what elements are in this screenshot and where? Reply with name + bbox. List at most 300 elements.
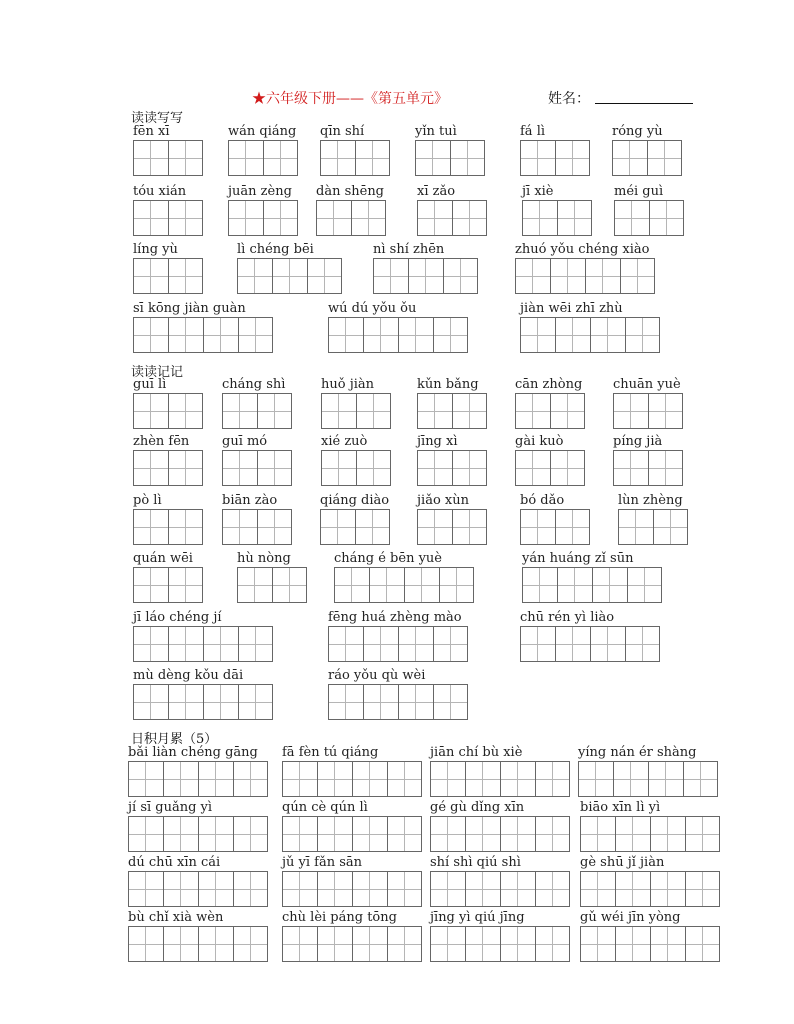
- writing-grid: [373, 258, 478, 294]
- character-box[interactable]: [648, 393, 683, 429]
- character-box[interactable]: [387, 871, 422, 907]
- character-box[interactable]: [500, 816, 535, 852]
- writing-grid: [328, 317, 468, 353]
- character-box[interactable]: [163, 871, 198, 907]
- pinyin-label: tóu xián: [133, 184, 187, 199]
- writing-grid: [515, 393, 585, 429]
- character-box[interactable]: [590, 626, 625, 662]
- pinyin-label: chuān yuè: [613, 377, 681, 392]
- character-box[interactable]: [649, 200, 684, 236]
- writing-grid: [580, 871, 720, 907]
- character-box[interactable]: [650, 816, 685, 852]
- character-box[interactable]: [233, 816, 268, 852]
- pinyin-label: róng yù: [612, 124, 663, 139]
- character-box[interactable]: [222, 450, 257, 486]
- writing-grid: [328, 626, 468, 662]
- character-box[interactable]: [272, 258, 307, 294]
- name-write-line: [595, 103, 693, 104]
- character-box[interactable]: [648, 450, 683, 486]
- character-box[interactable]: [282, 816, 317, 852]
- writing-grid: [128, 926, 268, 962]
- character-box[interactable]: [557, 200, 592, 236]
- pinyin-label: juān zèng: [228, 184, 292, 199]
- character-box[interactable]: [433, 317, 468, 353]
- writing-grid: [133, 450, 203, 486]
- writing-grid: [515, 450, 585, 486]
- character-box[interactable]: [238, 684, 273, 720]
- name-label: 姓名：: [548, 91, 590, 107]
- character-box[interactable]: [520, 509, 555, 545]
- writing-grid: [415, 140, 485, 176]
- pinyin-label: cháng shì: [222, 377, 286, 392]
- writing-grid: [133, 317, 273, 353]
- character-box[interactable]: [198, 926, 233, 962]
- character-box[interactable]: [133, 393, 168, 429]
- character-box[interactable]: [557, 567, 592, 603]
- character-box[interactable]: [648, 761, 683, 797]
- character-box[interactable]: [128, 926, 163, 962]
- writing-grid: [282, 871, 422, 907]
- character-box[interactable]: [653, 509, 688, 545]
- writing-grid: [430, 926, 570, 962]
- character-box[interactable]: [685, 816, 720, 852]
- writing-grid: [614, 200, 684, 236]
- character-box[interactable]: [450, 140, 485, 176]
- pinyin-label: mù dèng kǒu dāi: [133, 668, 244, 683]
- character-box[interactable]: [465, 816, 500, 852]
- character-box[interactable]: [555, 509, 590, 545]
- pinyin-label: qún cè qún lì: [282, 800, 368, 815]
- writing-grid: [520, 509, 590, 545]
- character-box[interactable]: [613, 393, 648, 429]
- section-heading-riji-yuelei: 日积月累（5）: [131, 732, 218, 747]
- character-box[interactable]: [647, 140, 682, 176]
- pinyin-label: biān zào: [222, 493, 278, 508]
- writing-grid: [133, 140, 203, 176]
- pinyin-label: bù chǐ xià wèn: [128, 910, 224, 925]
- character-box[interactable]: [465, 926, 500, 962]
- character-box[interactable]: [282, 761, 317, 797]
- writing-grid: [222, 450, 292, 486]
- writing-grid: [321, 450, 391, 486]
- character-box[interactable]: [168, 684, 203, 720]
- character-box[interactable]: [133, 684, 168, 720]
- character-box[interactable]: [328, 317, 363, 353]
- character-box[interactable]: [618, 509, 653, 545]
- character-box[interactable]: [535, 926, 570, 962]
- character-box[interactable]: [237, 567, 272, 603]
- character-box[interactable]: [555, 140, 590, 176]
- pinyin-label: chū rén yì liào: [520, 610, 615, 625]
- writing-grid: [133, 567, 203, 603]
- character-box[interactable]: [363, 626, 398, 662]
- character-box[interactable]: [613, 761, 648, 797]
- writing-grid: [430, 761, 570, 797]
- writing-grid: [520, 317, 660, 353]
- character-box[interactable]: [352, 871, 387, 907]
- character-box[interactable]: [163, 816, 198, 852]
- pinyin-label: hù nòng: [237, 551, 291, 566]
- writing-grid: [128, 871, 268, 907]
- character-box[interactable]: [620, 258, 655, 294]
- character-box[interactable]: [198, 871, 233, 907]
- character-box[interactable]: [233, 761, 268, 797]
- character-box[interactable]: [233, 871, 268, 907]
- pinyin-label: dàn shēng: [316, 184, 385, 199]
- character-box[interactable]: [356, 393, 391, 429]
- pinyin-label: jī xiè: [522, 184, 554, 199]
- character-box[interactable]: [625, 317, 660, 353]
- character-box[interactable]: [351, 200, 386, 236]
- character-box[interactable]: [133, 450, 168, 486]
- writing-grid: [228, 200, 298, 236]
- pinyin-label: wú dú yǒu ǒu: [328, 301, 417, 316]
- pinyin-label: jiàn wēi zhī zhù: [520, 301, 623, 316]
- pinyin-label: yíng nán ér shàng: [578, 745, 697, 760]
- writing-grid: [133, 200, 203, 236]
- pinyin-label: cān zhòng: [515, 377, 583, 392]
- writing-grid: [133, 626, 273, 662]
- character-box[interactable]: [550, 450, 585, 486]
- pinyin-label: jí sī guǎng yì: [128, 800, 213, 815]
- writing-grid: [237, 258, 342, 294]
- pinyin-label: cháng é bēn yuè: [334, 551, 442, 566]
- character-box[interactable]: [535, 761, 570, 797]
- character-box[interactable]: [415, 140, 450, 176]
- pinyin-label: jīng xì: [417, 434, 458, 449]
- character-box[interactable]: [282, 926, 317, 962]
- character-box[interactable]: [535, 816, 570, 852]
- character-box[interactable]: [520, 317, 555, 353]
- character-box[interactable]: [439, 567, 474, 603]
- pinyin-label: gǔ wéi jīn yòng: [580, 910, 681, 925]
- writing-grid: [522, 200, 592, 236]
- writing-grid: [282, 816, 422, 852]
- character-box[interactable]: [133, 626, 168, 662]
- writing-grid: [128, 816, 268, 852]
- character-box[interactable]: [515, 450, 550, 486]
- character-box[interactable]: [555, 317, 590, 353]
- pinyin-label: fá lì: [520, 124, 546, 139]
- character-box[interactable]: [168, 393, 203, 429]
- pinyin-label: biāo xīn lì yì: [580, 800, 661, 815]
- character-box[interactable]: [168, 200, 203, 236]
- writing-grid: [613, 450, 683, 486]
- character-box[interactable]: [580, 816, 615, 852]
- pinyin-label: ráo yǒu qù wèi: [328, 668, 426, 683]
- character-box[interactable]: [321, 393, 356, 429]
- character-box[interactable]: [352, 761, 387, 797]
- writing-grid: [613, 393, 683, 429]
- character-box[interactable]: [198, 816, 233, 852]
- pinyin-label: xié zuò: [321, 434, 368, 449]
- writing-grid: [417, 509, 487, 545]
- character-box[interactable]: [133, 509, 168, 545]
- character-box[interactable]: [238, 317, 273, 353]
- writing-grid: [282, 761, 422, 797]
- character-box[interactable]: [443, 258, 478, 294]
- pinyin-label: jiān chí bù xiè: [430, 745, 523, 760]
- pinyin-label: zhuó yǒu chéng xiào: [515, 242, 650, 257]
- writing-grid: [522, 567, 662, 603]
- writing-grid: [580, 926, 720, 962]
- character-box[interactable]: [580, 871, 615, 907]
- character-box[interactable]: [430, 926, 465, 962]
- character-box[interactable]: [387, 816, 422, 852]
- pinyin-label: sī kōng jiàn guàn: [133, 301, 246, 316]
- worksheet-title: ★六年级下册——《第五单元》: [252, 91, 448, 107]
- character-box[interactable]: [535, 871, 570, 907]
- character-box[interactable]: [307, 258, 342, 294]
- character-box[interactable]: [257, 393, 292, 429]
- character-box[interactable]: [614, 200, 649, 236]
- pinyin-label: líng yù: [133, 242, 178, 257]
- character-box[interactable]: [452, 393, 487, 429]
- pinyin-label: gè shū jǐ jiàn: [580, 855, 665, 870]
- character-box[interactable]: [334, 567, 369, 603]
- pinyin-label: jī láo chéng jí: [133, 610, 222, 625]
- writing-grid: [228, 140, 298, 176]
- character-box[interactable]: [585, 258, 620, 294]
- pinyin-label: quán wēi: [133, 551, 193, 566]
- character-box[interactable]: [500, 926, 535, 962]
- writing-grid: [320, 509, 390, 545]
- pinyin-label: huǒ jiàn: [321, 377, 375, 392]
- character-box[interactable]: [168, 140, 203, 176]
- pinyin-label: jiǎo xùn: [417, 493, 469, 508]
- character-box[interactable]: [452, 450, 487, 486]
- character-box[interactable]: [317, 816, 352, 852]
- pinyin-label: nì shí zhēn: [373, 242, 445, 257]
- character-box[interactable]: [650, 871, 685, 907]
- character-box[interactable]: [257, 509, 292, 545]
- pinyin-label: gé gù dǐng xīn: [430, 800, 525, 815]
- pinyin-label: gài kuò: [515, 434, 564, 449]
- character-box[interactable]: [168, 626, 203, 662]
- character-box[interactable]: [433, 684, 468, 720]
- character-box[interactable]: [222, 393, 257, 429]
- character-box[interactable]: [168, 317, 203, 353]
- character-box[interactable]: [352, 926, 387, 962]
- character-box[interactable]: [133, 200, 168, 236]
- character-box[interactable]: [398, 626, 433, 662]
- character-box[interactable]: [320, 509, 355, 545]
- character-box[interactable]: [317, 926, 352, 962]
- pinyin-label: lì chéng bēi: [237, 242, 314, 257]
- pinyin-label: shí shì qiú shì: [430, 855, 521, 870]
- character-box[interactable]: [228, 200, 263, 236]
- character-box[interactable]: [369, 567, 404, 603]
- character-box[interactable]: [263, 140, 298, 176]
- character-box[interactable]: [163, 761, 198, 797]
- character-box[interactable]: [452, 200, 487, 236]
- character-box[interactable]: [592, 567, 627, 603]
- character-box[interactable]: [128, 816, 163, 852]
- writing-grid: [580, 816, 720, 852]
- pinyin-label: píng jià: [613, 434, 663, 449]
- writing-grid: [321, 393, 391, 429]
- character-box[interactable]: [465, 761, 500, 797]
- character-box[interactable]: [222, 509, 257, 545]
- pinyin-label: zhèn fēn: [133, 434, 190, 449]
- writing-grid: [133, 258, 203, 294]
- character-box[interactable]: [408, 258, 443, 294]
- pinyin-label: jīng yì qiú jīng: [430, 910, 525, 925]
- character-box[interactable]: [398, 684, 433, 720]
- character-box[interactable]: [317, 871, 352, 907]
- character-box[interactable]: [128, 761, 163, 797]
- pinyin-label: guī mó: [222, 434, 268, 449]
- character-box[interactable]: [356, 450, 391, 486]
- character-box[interactable]: [433, 626, 468, 662]
- character-box[interactable]: [452, 509, 487, 545]
- pinyin-label: kǔn bǎng: [417, 377, 479, 392]
- character-box[interactable]: [128, 871, 163, 907]
- character-box[interactable]: [683, 761, 718, 797]
- character-box[interactable]: [500, 761, 535, 797]
- character-box[interactable]: [272, 567, 307, 603]
- writing-grid: [128, 761, 268, 797]
- character-box[interactable]: [133, 140, 168, 176]
- pinyin-label: wán qiáng: [228, 124, 297, 139]
- character-box[interactable]: [203, 317, 238, 353]
- character-box[interactable]: [615, 926, 650, 962]
- pinyin-label: yán huáng zǐ sūn: [522, 551, 634, 566]
- pinyin-label: fēn xī: [133, 124, 170, 139]
- character-box[interactable]: [613, 450, 648, 486]
- character-box[interactable]: [550, 393, 585, 429]
- character-box[interactable]: [228, 140, 263, 176]
- character-box[interactable]: [238, 626, 273, 662]
- character-box[interactable]: [198, 761, 233, 797]
- character-box[interactable]: [417, 200, 452, 236]
- character-box[interactable]: [615, 816, 650, 852]
- character-box[interactable]: [282, 871, 317, 907]
- writing-grid: [282, 926, 422, 962]
- character-box[interactable]: [316, 200, 351, 236]
- character-box[interactable]: [203, 626, 238, 662]
- character-box[interactable]: [520, 626, 555, 662]
- character-box[interactable]: [168, 567, 203, 603]
- character-box[interactable]: [328, 626, 363, 662]
- character-box[interactable]: [355, 140, 390, 176]
- writing-grid: [578, 761, 718, 797]
- character-box[interactable]: [133, 258, 168, 294]
- character-box[interactable]: [417, 393, 452, 429]
- character-box[interactable]: [237, 258, 272, 294]
- character-box[interactable]: [363, 684, 398, 720]
- section-heading-dudu-jiji: 读读记记: [131, 365, 184, 380]
- character-box[interactable]: [417, 509, 452, 545]
- character-box[interactable]: [320, 140, 355, 176]
- character-box[interactable]: [328, 684, 363, 720]
- writing-grid: [133, 393, 203, 429]
- character-box[interactable]: [355, 509, 390, 545]
- character-box[interactable]: [685, 871, 720, 907]
- character-box[interactable]: [500, 871, 535, 907]
- character-box[interactable]: [515, 258, 550, 294]
- character-box[interactable]: [465, 871, 500, 907]
- pinyin-label: bǎi liàn chéng gāng: [128, 745, 258, 760]
- character-box[interactable]: [373, 258, 408, 294]
- writing-grid: [320, 140, 390, 176]
- character-box[interactable]: [163, 926, 198, 962]
- character-box[interactable]: [515, 393, 550, 429]
- pinyin-label: yǐn tuì: [415, 124, 457, 139]
- writing-grid: [612, 140, 682, 176]
- character-box[interactable]: [404, 567, 439, 603]
- writing-grid: [430, 871, 570, 907]
- pinyin-label: dú chū xīn cái: [128, 855, 221, 870]
- character-box[interactable]: [580, 926, 615, 962]
- character-box[interactable]: [550, 258, 585, 294]
- writing-grid: [334, 567, 474, 603]
- character-box[interactable]: [520, 140, 555, 176]
- character-box[interactable]: [133, 317, 168, 353]
- character-box[interactable]: [625, 626, 660, 662]
- character-box[interactable]: [430, 871, 465, 907]
- character-box[interactable]: [321, 450, 356, 486]
- writing-grid: [222, 393, 292, 429]
- character-box[interactable]: [430, 816, 465, 852]
- character-box[interactable]: [430, 761, 465, 797]
- writing-grid: [520, 626, 660, 662]
- pinyin-label: guī lì: [133, 377, 167, 392]
- character-box[interactable]: [387, 926, 422, 962]
- character-box[interactable]: [168, 258, 203, 294]
- character-box[interactable]: [263, 200, 298, 236]
- character-box[interactable]: [555, 626, 590, 662]
- character-box[interactable]: [650, 926, 685, 962]
- character-box[interactable]: [257, 450, 292, 486]
- pinyin-label: xī zǎo: [417, 184, 456, 199]
- character-box[interactable]: [398, 317, 433, 353]
- pinyin-label: qīn shí: [320, 124, 365, 139]
- character-box[interactable]: [612, 140, 647, 176]
- writing-grid: [222, 509, 292, 545]
- character-box[interactable]: [522, 200, 557, 236]
- writing-grid: [133, 509, 203, 545]
- character-box[interactable]: [417, 450, 452, 486]
- character-box[interactable]: [578, 761, 613, 797]
- character-box[interactable]: [168, 450, 203, 486]
- character-box[interactable]: [590, 317, 625, 353]
- writing-grid: [618, 509, 688, 545]
- character-box[interactable]: [317, 761, 352, 797]
- pinyin-label: fēng huá zhèng mào: [328, 610, 462, 625]
- character-box[interactable]: [363, 317, 398, 353]
- writing-grid: [328, 684, 468, 720]
- pinyin-label: chù lèi páng tōng: [282, 910, 397, 925]
- character-box[interactable]: [685, 926, 720, 962]
- writing-grid: [237, 567, 307, 603]
- character-box[interactable]: [522, 567, 557, 603]
- character-box[interactable]: [387, 761, 422, 797]
- character-box[interactable]: [627, 567, 662, 603]
- writing-grid: [520, 140, 590, 176]
- writing-grid: [417, 393, 487, 429]
- character-box[interactable]: [352, 816, 387, 852]
- writing-grid: [133, 684, 273, 720]
- character-box[interactable]: [168, 509, 203, 545]
- character-box[interactable]: [133, 567, 168, 603]
- writing-grid: [316, 200, 386, 236]
- character-box[interactable]: [203, 684, 238, 720]
- character-box[interactable]: [615, 871, 650, 907]
- pinyin-label: qiáng diào: [320, 493, 390, 508]
- character-box[interactable]: [233, 926, 268, 962]
- pinyin-label: lùn zhèng: [618, 493, 683, 508]
